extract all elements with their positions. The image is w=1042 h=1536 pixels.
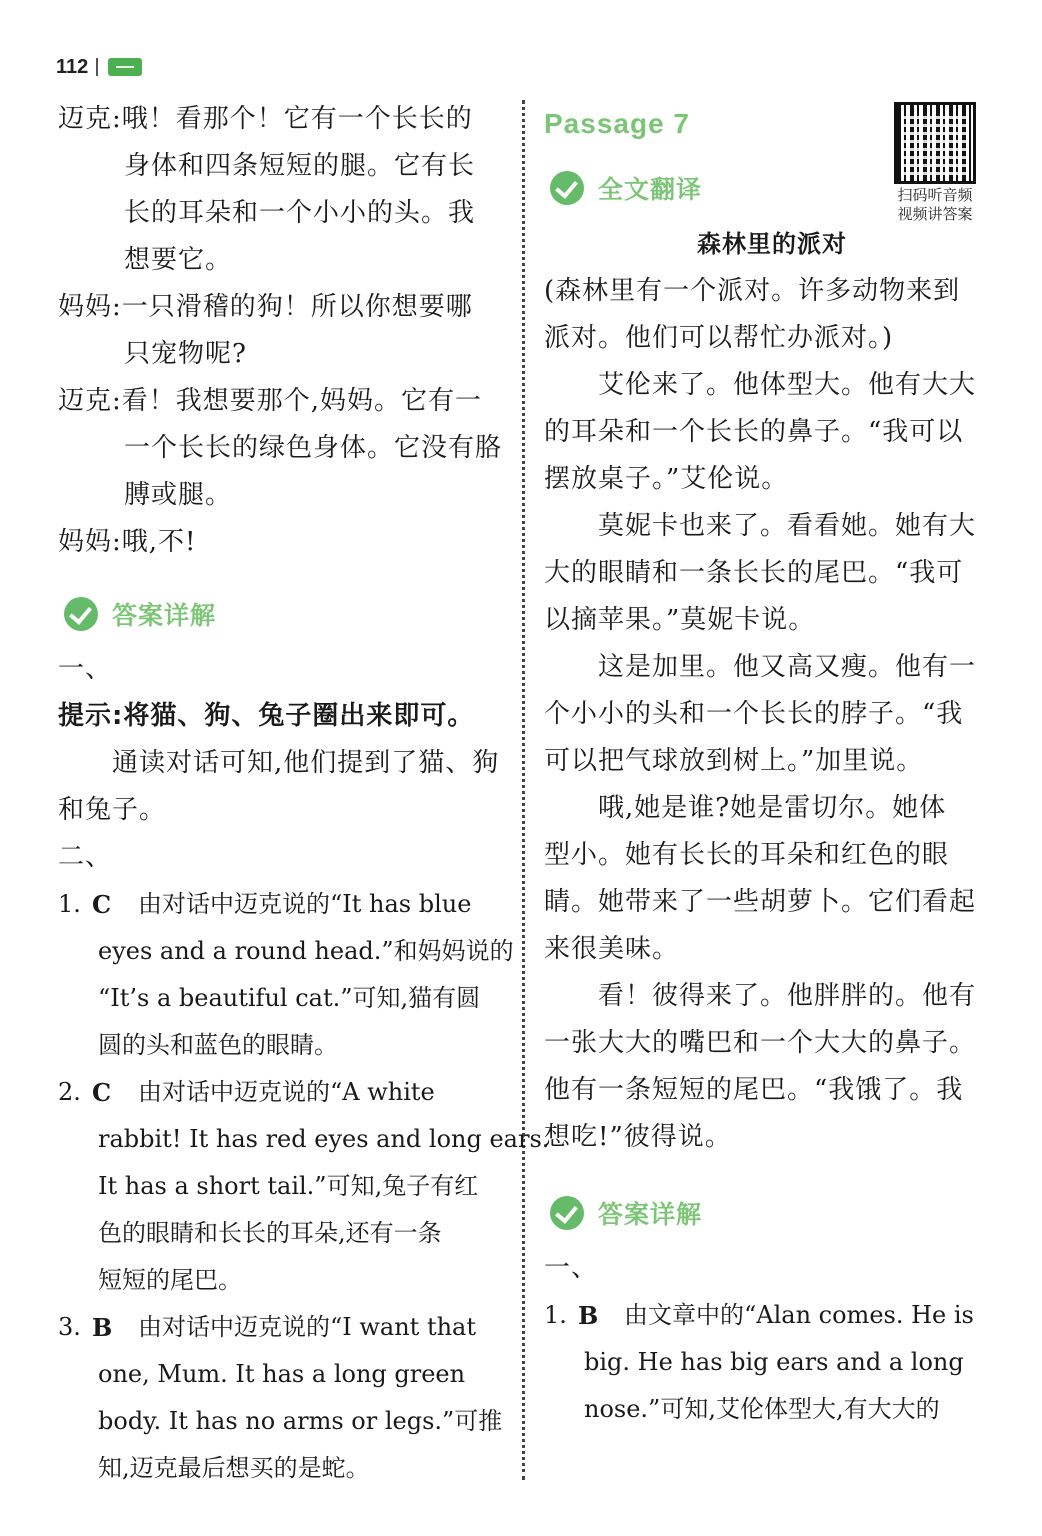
story-paragraph [544, 503, 990, 644]
story-line: 派对。他们可以帮忙办派对。) [544, 323, 894, 353]
qr-caption-line: 视频讲答案 [897, 205, 973, 223]
dialogue-block [58, 96, 508, 566]
story-line: (森林里有一个派对。许多动物来到 [544, 276, 961, 306]
book-tag-icon [108, 58, 142, 76]
dialogue-line: 哦,不! [121, 527, 197, 557]
dialogue-turn [58, 519, 508, 566]
answer-number: 1. [58, 890, 81, 918]
part-label: 二、 [58, 842, 113, 872]
answer-letter: B [92, 1313, 113, 1342]
answer-line: 圆的头和蓝色的眼睛。 [98, 1031, 338, 1059]
section-title: 全文翻译 [598, 175, 703, 204]
story-line: 这是加里。他又高又瘦。他有一 [598, 652, 977, 682]
header-separator [96, 58, 98, 76]
part-label: 一、 [544, 1253, 599, 1283]
page-header [56, 52, 142, 82]
part-label: 一、 [58, 654, 113, 684]
check-circle-icon [64, 597, 98, 631]
dialogue-line: 只宠物呢? [124, 339, 247, 369]
check-circle-icon [550, 171, 584, 205]
answer-line: 短短的尾巴。 [98, 1266, 242, 1294]
dialogue-line: 长的耳朵和一个小小的头。我 [124, 198, 476, 228]
answer-line: nose.”可知,艾伦体型大,有大大的 [584, 1395, 940, 1423]
answer-item [544, 1292, 990, 1339]
speaker: 妈妈: [58, 292, 122, 322]
dialogue-turn [58, 284, 508, 378]
story-line: 看！彼得来了。他胖胖的。他有 [598, 981, 977, 1011]
answer-line: 由文章中的“Alan comes. He is [624, 1301, 974, 1329]
answer-line: 由对话中迈克说的“I want that [138, 1313, 477, 1341]
hint-text: 将猫、狗、兔子圈出来即可。 [123, 701, 475, 731]
page-number: 112 [56, 55, 89, 78]
answer-line: 由对话中迈克说的“A white [138, 1078, 435, 1106]
story-paragraph [544, 644, 990, 785]
answer-line: 由对话中迈克说的“It has blue [138, 890, 472, 918]
speaker: 迈克: [58, 104, 122, 134]
story-line: 睛。她带来了一些胡萝卜。它们看起 [544, 887, 977, 917]
story-line: 哦,她是谁?她是雷切尔。她体 [598, 793, 947, 823]
story-line: 艾伦来了。他体型大。他有大大 [598, 370, 977, 400]
dialogue-line: 看！我想要那个,妈妈。它有一 [121, 386, 483, 416]
story-line: 型小。她有长长的耳朵和红色的眼 [544, 840, 950, 870]
answer-item [58, 1069, 508, 1116]
story-line: 以摘苹果。”莫妮卡说。 [544, 605, 816, 635]
qr-caption [890, 186, 980, 224]
speaker: 妈妈: [58, 527, 122, 557]
story-line: 想吃!”彼得说。 [544, 1122, 732, 1152]
answer-letter: C [92, 890, 112, 919]
answer-number: 2. [58, 1078, 81, 1106]
story-title: 森林里的派对 [697, 230, 847, 258]
story-line: 的耳朵和一个长长的鼻子。“我可以 [544, 417, 964, 447]
section-title: 答案详解 [112, 601, 217, 630]
story-paragraph [544, 362, 990, 503]
story-paragraph [544, 785, 990, 973]
answer-line: one, Mum. It has a long green [98, 1360, 466, 1388]
story-line: 他有一条短短的尾巴。“我饿了。我 [544, 1075, 964, 1105]
story-paragraph [544, 268, 990, 362]
dialogue-line: 膊或腿。 [124, 480, 233, 510]
dialogue-line: 想要它。 [124, 245, 233, 275]
answers-heading [544, 1181, 990, 1245]
answer-item [58, 881, 508, 928]
answer-number: 3. [58, 1313, 81, 1341]
answer-line: rabbit! It has red eyes and long ears. [98, 1125, 550, 1153]
story-line: 摆放桌子。”艾伦说。 [544, 464, 789, 494]
dialogue-line: 一个长长的绿色身体。它没有胳 [124, 433, 503, 463]
answer-line: “It’s a beautiful cat.”可知,猫有圆 [98, 984, 481, 1012]
section-title: 答案详解 [598, 1200, 703, 1229]
hint-label: 提示: [58, 701, 124, 731]
answer-letter: B [578, 1301, 599, 1330]
answer-line: body. It has no arms or legs.”可推 [98, 1407, 503, 1435]
qr-caption-line: 扫码听音频 [897, 186, 973, 204]
story-line: 来很美味。 [544, 934, 680, 964]
answer-letter: C [92, 1078, 112, 1107]
dialogue-line: 身体和四条短短的腿。它有长 [124, 151, 476, 181]
qr-code-icon[interactable] [894, 102, 976, 184]
story-line: 个小小的头和一个长长的脖子。“我 [544, 699, 964, 729]
story-line: 一张大大的嘴巴和一个大大的鼻子。 [544, 1028, 977, 1058]
explanation-line: 和兔子。 [58, 795, 167, 825]
story-line: 大的眼睛和一条长长的尾巴。“我可 [544, 558, 964, 588]
answer-line: eyes and a round head.”和妈妈说的 [98, 937, 514, 965]
answer-number: 1. [544, 1301, 567, 1329]
story-line: 莫妮卡也来了。看看她。她有大 [598, 511, 977, 541]
dialogue-line: 哦！看那个！它有一个长长的 [121, 104, 473, 134]
answer-line: It has a short tail.”可知,兔子有红 [98, 1172, 479, 1200]
dialogue-line: 一只滑稽的狗！所以你想要哪 [121, 292, 473, 322]
left-column [58, 96, 550, 1492]
answers-heading [58, 582, 508, 646]
explanation-line: 通读对话可知,他们提到了猫、狗 [112, 748, 500, 778]
dialogue-turn [58, 96, 508, 284]
answer-line: big. He has big ears and a long [584, 1348, 964, 1376]
answer-line: 色的眼睛和长长的耳朵,还有一条 [98, 1219, 442, 1247]
story-paragraph [544, 973, 990, 1161]
passage-title: Passage 7 [544, 108, 690, 139]
check-circle-icon [550, 1196, 584, 1230]
story-line: 可以把气球放到树上。”加里说。 [544, 746, 924, 776]
column-divider [522, 100, 525, 1480]
right-column [544, 96, 990, 1433]
speaker: 迈克: [58, 386, 122, 416]
answer-line: 知,迈克最后想买的是蛇。 [98, 1454, 370, 1482]
dialogue-turn [58, 378, 508, 519]
answer-item [58, 1304, 508, 1351]
